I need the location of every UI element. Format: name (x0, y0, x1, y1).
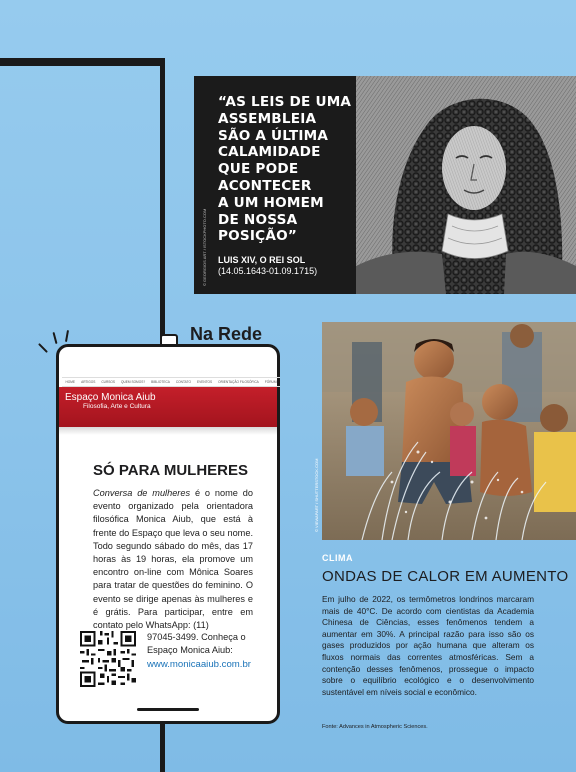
connector-line-vertical (160, 58, 165, 348)
quote-author-dates: (14.05.1643-01.09.1715) (218, 266, 318, 276)
portrait-engraving (356, 76, 576, 294)
site-subtitle: Filosofia, Arte e Cultura (83, 403, 151, 410)
photo-credit: © VIEWAPART / SHUTTERSTOCK.COM (314, 458, 319, 532)
quote-line: QUE PODE (218, 161, 299, 178)
article-tag: CLIMA (322, 553, 353, 563)
event-name: Conversa de mulheres (93, 488, 191, 498)
fountain-photo (322, 322, 576, 540)
quote-text (218, 94, 358, 245)
site-nav-item[interactable]: ORIENTAÇÃO FILOSÓFICA (218, 380, 259, 384)
connector-line-bottom (160, 718, 165, 772)
site-title[interactable]: Espaço Monica Aiub (65, 392, 156, 403)
article-body: Em julho de 2022, os termômetros londrinos marcaram mais de 40°C. De acordo com cientistas da Academia Chinesa de Ciências, esses fenômenos tendem a aumentar em 30%. A principal razão para isso são os gases produzidos por ação humana que alteram os fluxos normais das correntes atmosféricas. Sem a contenção desses fenômenos, prossegue o impacto sobre o equilíbrio ecológico e o desenvolvimento sustentável em níveis social e econômico. (322, 594, 534, 697)
site-nav-item[interactable]: EVENTOS (196, 380, 213, 384)
quote-line: CALAMIDADE (218, 144, 321, 161)
banner-shadow (59, 427, 277, 435)
site-nav-item[interactable]: CONTATO (175, 380, 191, 384)
quote-line: A UM HOMEM (218, 194, 324, 211)
quote-author: LUIS XIV, O REI SOL (218, 255, 306, 265)
qr-side-text (147, 631, 267, 672)
quote-line: DE NOSSA (218, 211, 298, 228)
box-heading: SÓ PARA MULHERES (93, 462, 249, 479)
photo-credit: © GEORGIOS ART / ISTOCKPHOTO.COM (202, 208, 207, 286)
box-contact-text: 97045-3499. Conheça o Espaço Monica Aiub: (147, 632, 246, 656)
box-body-text: é o nome do evento organizado pela orientadora filosófica Monica Aiub, que está à frente do Espaço que leva o seu nome. Todo segundo sábado do mês, das 17 horas às 19 horas, ela promove um encontro on-line com Mônica Soares para tratar de questões do feminino. O evento se dirige apenas às mulheres e é grátis. Para participar, entre em contato pelo WhatsApp: (11) (93, 488, 253, 631)
website-link[interactable]: www.monicaaiub.com.br (147, 659, 251, 671)
article-headline: ONDAS DE CALOR EM AUMENTO (322, 568, 569, 585)
quote-box (194, 76, 576, 294)
quote-line: “AS LEIS DE UMA (218, 94, 352, 110)
site-nav-item[interactable]: QUEM SOMOS? (121, 380, 146, 384)
quote-line: ACONTECER (218, 177, 312, 194)
site-banner (59, 387, 277, 427)
site-nav-item[interactable]: BIBLIOTECA (151, 380, 170, 384)
phone-mockup (56, 344, 280, 724)
site-nav-item[interactable]: FÓRUM (264, 380, 277, 384)
section-title: Na Rede (190, 324, 263, 344)
quote-line: ASSEMBLEIA (218, 110, 317, 127)
site-nav-item[interactable]: CURSOS (101, 380, 115, 384)
site-nav (62, 377, 280, 387)
connector-line (0, 58, 162, 66)
box-body (93, 487, 253, 632)
quote-line: SÃO A ÚLTIMA (218, 127, 329, 144)
qr-code[interactable] (80, 631, 136, 687)
site-nav-item[interactable]: HOME (65, 380, 76, 384)
article-source: Fonte: Advances in Atmospheric Sciences. (322, 724, 428, 730)
quote-line: POSIÇÃO” (218, 228, 297, 245)
phone-home-indicator (137, 708, 199, 711)
site-nav-item[interactable]: ARTIGOS (81, 380, 96, 384)
